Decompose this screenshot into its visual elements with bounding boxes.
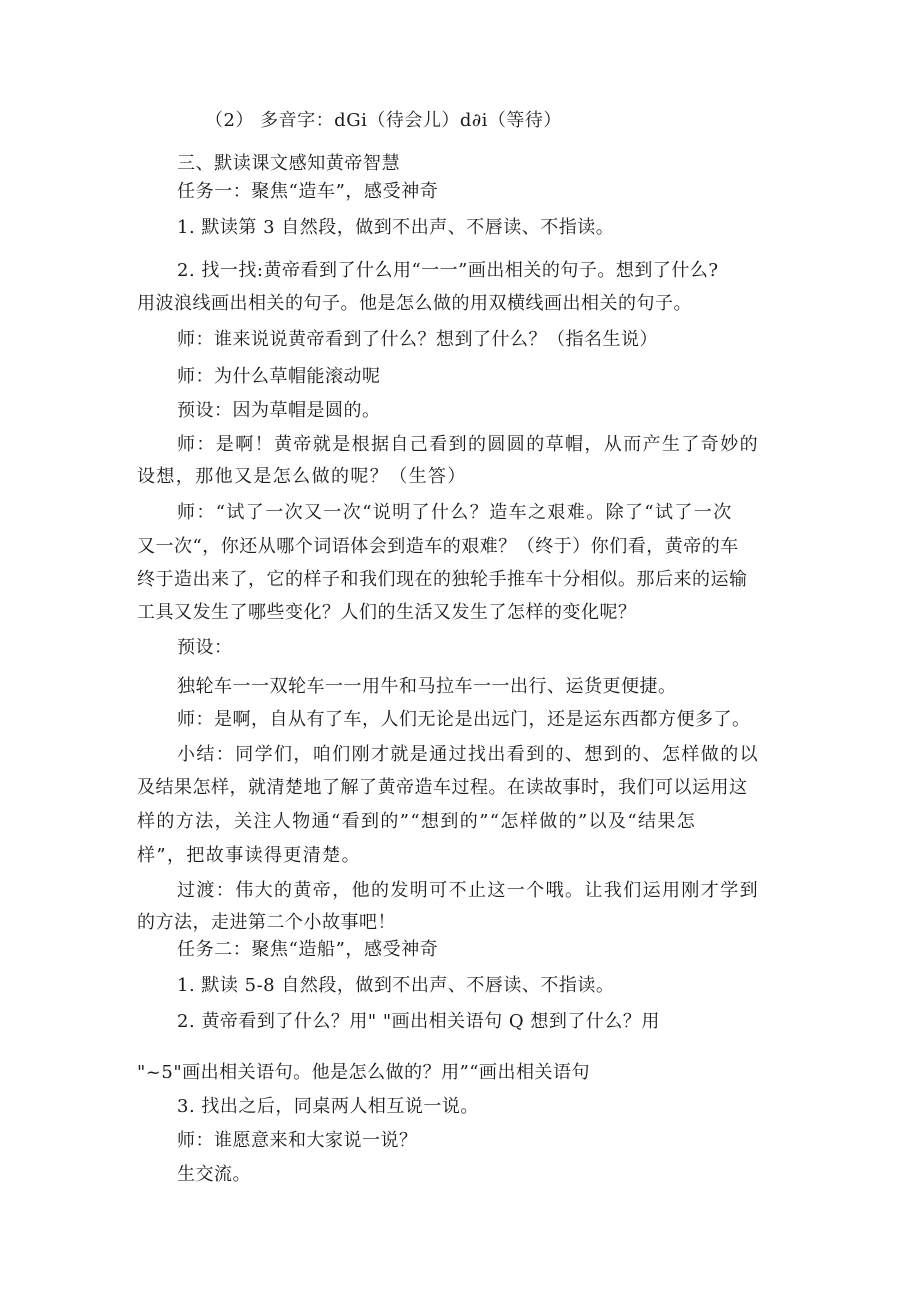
- text-line: 师：谁愿意来和大家说一说？: [177, 1130, 418, 1151]
- text-line: 3. 找出之后，同桌两人相互说一说。: [177, 1096, 479, 1117]
- text-line: 师：是啊，自从有了车，人们无论是出远门，还是运东西都方便多了。: [177, 709, 751, 730]
- text-line: 用波浪线画出相关的句子。他是怎么做的用双横线画出相关的句子。: [137, 293, 692, 314]
- text-line: 生交流。: [177, 1164, 251, 1185]
- text-line: 过渡：伟大的黄帝，他的发明可不止这一个哦。让我们运用刚才学到: [177, 880, 759, 901]
- text-line: 2. 黄帝看到了什么？用" "画出相关语句 Q 想到了什么？用: [177, 1011, 660, 1032]
- text-line: 师：谁来说说黄帝看到了什么？想到了什么？（指名生说）: [177, 329, 658, 350]
- text-line: 独轮车一一双轮车一一用牛和马拉车一一出行、运货更便捷。: [177, 676, 677, 697]
- text-line: 小结：同学们，咱们刚才就是通过找出看到的、想到的、怎样做的以: [177, 744, 759, 765]
- text-line: 师：“试了一次又一次“说明了什么？造车之艰难。除了“试了一次: [177, 502, 733, 523]
- text-line: 又一次“，你还从哪个词语体会到造车的艰难？（终于）你们看，黄帝的车: [137, 536, 739, 557]
- section-heading-3: 三、默读课文感知黄帝智慧: [177, 153, 401, 174]
- task-2-heading: 任务二：聚焦“造船”，感受神奇: [177, 939, 439, 960]
- text-line: 样的方法，关注人物通“看到的”“想到的”“怎样做的”以及“结果怎: [137, 811, 697, 832]
- task-1-heading: 任务一：聚焦“造车”，感受神奇: [177, 181, 439, 202]
- text-line-polyphone: （2） 多音字：dGi（待会儿）d∂i（等待）: [205, 110, 562, 131]
- text-line: 工具又发生了哪些变化？人们的生活又发生了怎样的变化呢？: [137, 602, 637, 623]
- text-line: "~5"画出相关语句。他是怎么做的？用”“画出相关语句: [137, 1062, 590, 1083]
- text-line: 2. 找一找:黄帝看到了什么用“一一”画出相关的句子。想到了什么?: [177, 260, 719, 281]
- text-line: 预设：因为草帽是圆的。: [177, 400, 381, 421]
- text-line: 终于造出来了，它的样子和我们现在的独轮手推车十分相似。那后来的运输: [137, 569, 748, 590]
- text-line: 样”，把故事读得更清楚。: [137, 845, 362, 866]
- text-line: 1. 默读第 3 自然段，做到不出声、不唇读、不指读。: [177, 217, 615, 238]
- text-line: 的方法，走进第二个小故事吧！: [137, 912, 396, 933]
- text-line: 1. 默读 5-8 自然段，做到不出声、不唇读、不指读。: [177, 975, 615, 996]
- text-line: 师：是啊！黄帝就是根据自己看到的圆圆的草帽，从而产生了奇妙的: [177, 434, 759, 455]
- text-line: 及结果怎样，就清楚地了解了黄帝造车过程。在读故事时，我们可以运用这: [137, 777, 748, 798]
- text-line: 设想，那他又是怎么做的呢？（生答）: [137, 466, 467, 487]
- text-line: 师：为什么草帽能滚动呢: [177, 366, 381, 387]
- text-line: 预设：: [177, 637, 233, 658]
